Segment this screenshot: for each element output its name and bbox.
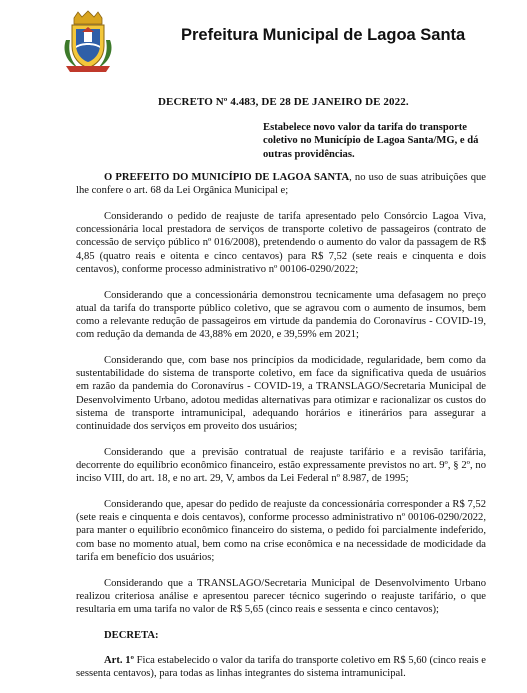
preamble — [76, 171, 486, 197]
consideration-paragraph: Considerando que a concessionária demonstrou tecnicamente uma defasagem no preço atual da tarifa do transporte público coletivo, que se agravou com o aumento de insumos, bem como a relevante redução de passageiros em virtude da pandemia do Coronavírus - COVID-19, com redução da demanda de 43,88% em 2020, e 39,59% em 2021; — [76, 289, 486, 341]
consideration-paragraph: Considerando o pedido de reajuste de tarifa apresentado pelo Consórcio Lagoa Viva, concessionária local prestadora de serviços de transporte coletivo de passageiros (contrato de concessão de serviço público nº 016/2008), pretendendo o aumento do valor da passagem de R$ 4,85 (quatro reais e oitenta e cinco centavos) para R$ 7,52 (sete reais e cinquenta e dois centavos), conforme processo administrativo nº 00106-0290/2022; — [76, 211, 486, 275]
coat-of-arms-icon — [60, 10, 116, 74]
consideration-paragraph: Considerando que a previsão contratual de reajuste tarifário e a revisão tarifária, decorrente do equilíbrio econômico financeiro, estão expressamente previstos no art. 9º, § 2º, no inciso VIII, do art. 18, e no art. 29, V, ambos da Lei Federal nº 8.987, de 1995; — [76, 446, 486, 485]
consideration-paragraph: Considerando que a TRANSLAGO/Secretaria Municipal de Desenvolvimento Urbano realizou criteriosa análise e apresentou parecer técnico sugerindo o reajuste tarifário, o que resultaria em uma tarifa no valor de R$ 5,65 (cinco reais e sessenta e cinco centavos); — [76, 577, 486, 616]
preamble-lead: O PREFEITO DO MUNICÍPIO DE LAGOA SANTA — [104, 172, 350, 183]
article-text: Fica estabelecido o valor da tarifa do transporte coletivo em R$ 5,60 (cinco reais e sessenta centavos), para todas as linhas integrantes do sistema intramunicipal. — [76, 655, 486, 680]
document-header — [60, 10, 480, 76]
article-paragraph — [76, 654, 486, 680]
article-label: Art. 1º — [104, 655, 134, 667]
decreta-heading: DECRETA: — [104, 629, 159, 641]
preamble-text: , no uso de suas atribuições que lhe confere o art. 68 da Lei Orgânica Municipal e; — [76, 172, 486, 197]
consideration-paragraph: Considerando que, com base nos princípios da modicidade, regularidade, bem como da sustentabilidade do sistema de transporte coletivo, em face da significativa queda de usuários em razão da pandemia do Coronavírus - COVID-19, a TRANSLAGO/Secretaria Municipal de Desenvolvimento Urbano, adotou medidas alternativas para otimizar e racionalizar os custos do sistema de transporte intramunicipal, adequando horários e itinerários para assegurar a continuidade dos serviços em proveito dos usuários; — [76, 355, 486, 433]
decree-summary: Estabelece novo valor da tarifa do transporte coletivo no Município de Lagoa Santa/MG, e dá outras providências. — [263, 122, 479, 160]
consideration-paragraph: Considerando que, apesar do pedido de reajuste da concessionária corresponder a R$ 7,52 (sete reais e cinquenta e dois centavos), conforme processo administrativo nº 00106-0290/2022, para manter o equilíbrio econômico financeiro do sistema, o pedido foi parcialmente indeferido, com base no momento atual, bem como na crise econômica e na necessidade de modicidade da tarifa em benefício dos usuários; — [76, 499, 486, 563]
organization-name: Prefeitura Municipal de Lagoa Santa — [181, 26, 466, 44]
decree-body — [76, 171, 486, 693]
decree-title: DECRETO Nº 4.483, DE 28 DE JANEIRO DE 2022. — [158, 96, 409, 108]
